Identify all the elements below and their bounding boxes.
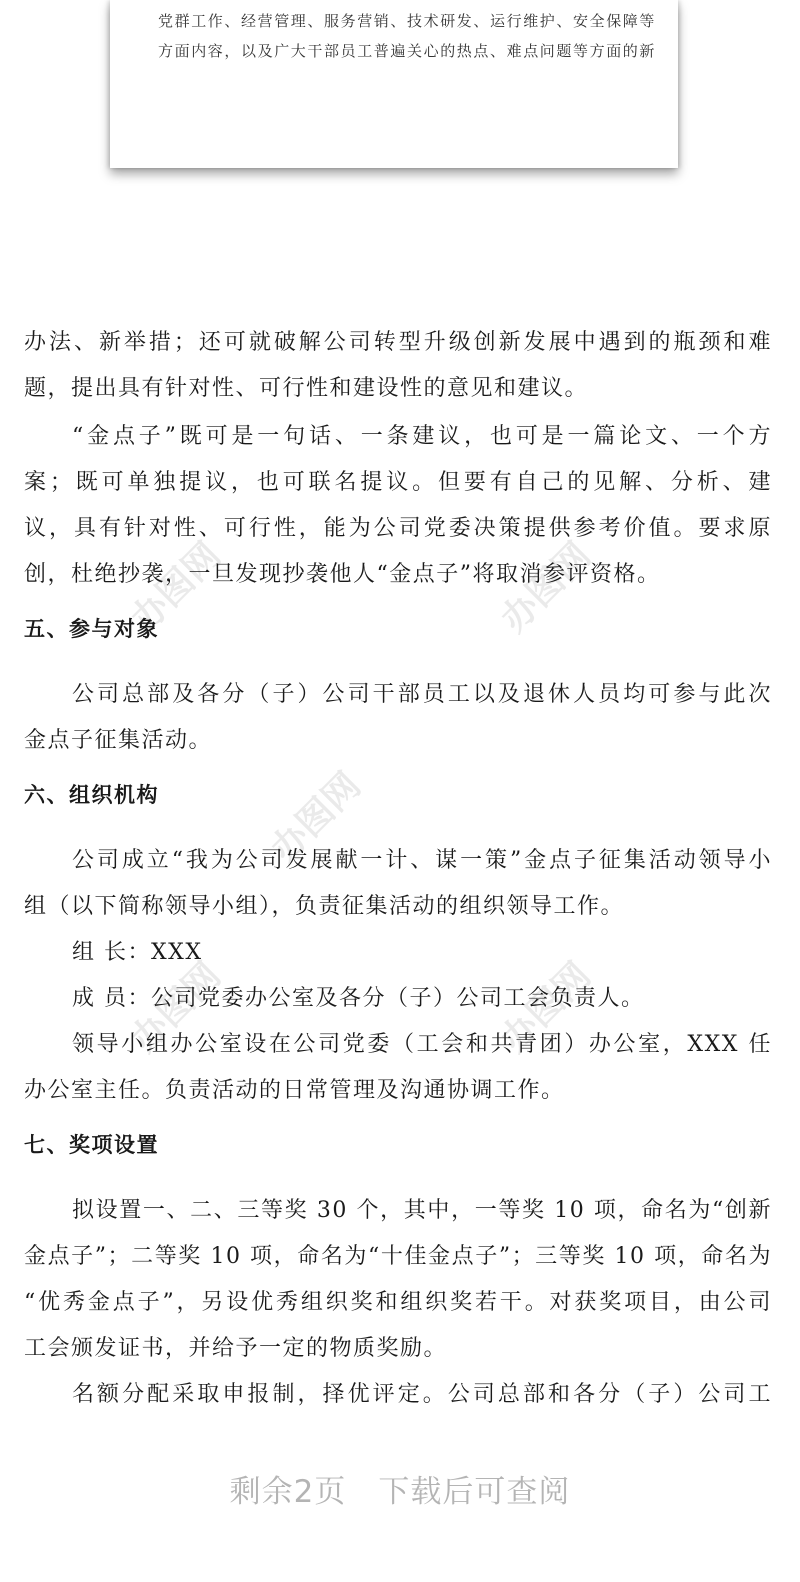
remaining-pages-label: 剩余2页 [229, 1474, 347, 1510]
paragraph-line: 名额分配采取申报制，择优评定。公司总部和各分（子）公司工 [72, 1382, 772, 1407]
paragraph-line: 组 长：XXX [72, 940, 203, 965]
remaining-pages-banner[interactable] [0, 1466, 800, 1511]
watermark: 办图网 [493, 534, 599, 641]
watermark: 办图网 [123, 534, 229, 641]
paragraph-line: 议，具有针对性、可行性，能为公司党委决策提供参考价值。要求原 [24, 516, 772, 541]
paragraph-line: 成 员：公司党委办公室及各分（子）公司工会负责人。 [72, 986, 645, 1011]
paragraph-line: 办法、新举措；还可就破解公司转型升级创新发展中遇到的瓶颈和难 [24, 330, 772, 355]
prev-page-line: 党群工作、经营管理、服务营销、技术研发、运行维护、安全保障等 [158, 12, 657, 30]
prev-page-line: 方面内容，以及广大干部员工普遍关心的热点、难点问题等方面的新 [158, 42, 657, 60]
paragraph-line: 案；既可单独提议，也可联名提议。但要有自己的见解、分析、建 [24, 470, 772, 495]
section-heading: 五、参与对象 [24, 617, 159, 641]
section-heading: 七、奖项设置 [24, 1133, 159, 1157]
paragraph-line: 金点子征集活动。 [24, 728, 213, 753]
paragraph-line: 拟设置一、二、三等奖 30 个，其中，一等奖 10 项，命名为“创新 [72, 1198, 772, 1223]
download-to-view-label: 下载后可查阅 [378, 1474, 571, 1510]
watermark: 办图网 [123, 954, 229, 1061]
paragraph-line: 办公室主任。负责活动的日常管理及沟通协调工作。 [24, 1078, 565, 1103]
watermark: 办图网 [493, 954, 599, 1061]
paragraph-line: 公司总部及各分（子）公司干部员工以及退休人员均可参与此次 [72, 682, 772, 707]
paragraph-line: 工会颁发证书，并给予一定的物质奖励。 [24, 1336, 448, 1361]
watermark: 办图网 [263, 764, 369, 871]
paragraph-line: “金点子”既可是一句话、一条建议，也可是一篇论文、一个方 [72, 424, 772, 449]
paragraph-line: 金点子”；二等奖 10 项，命名为“十佳金点子”；三等奖 10 项，命名为 [24, 1244, 772, 1269]
paragraph-line: 公司成立“我为公司发展献一计、谋一策”金点子征集活动领导小 [72, 848, 772, 873]
paragraph-line: 创，杜绝抄袭，一旦发现抄袭他人“金点子”将取消参评资格。 [24, 562, 661, 587]
paragraph-line: 组（以下简称领导小组），负责征集活动的组织领导工作。 [24, 894, 625, 919]
paragraph-line: 领导小组办公室设在公司党委（工会和共青团）办公室，XXX 任 [72, 1032, 772, 1057]
previous-page-preview [110, 0, 678, 168]
section-heading: 六、组织机构 [24, 783, 159, 807]
paragraph-line: 题，提出具有针对性、可行性和建设性的意见和建议。 [24, 376, 589, 401]
paragraph-line: “优秀金点子”，另设优秀组织奖和组织奖若干。对获奖项目，由公司 [24, 1290, 772, 1315]
